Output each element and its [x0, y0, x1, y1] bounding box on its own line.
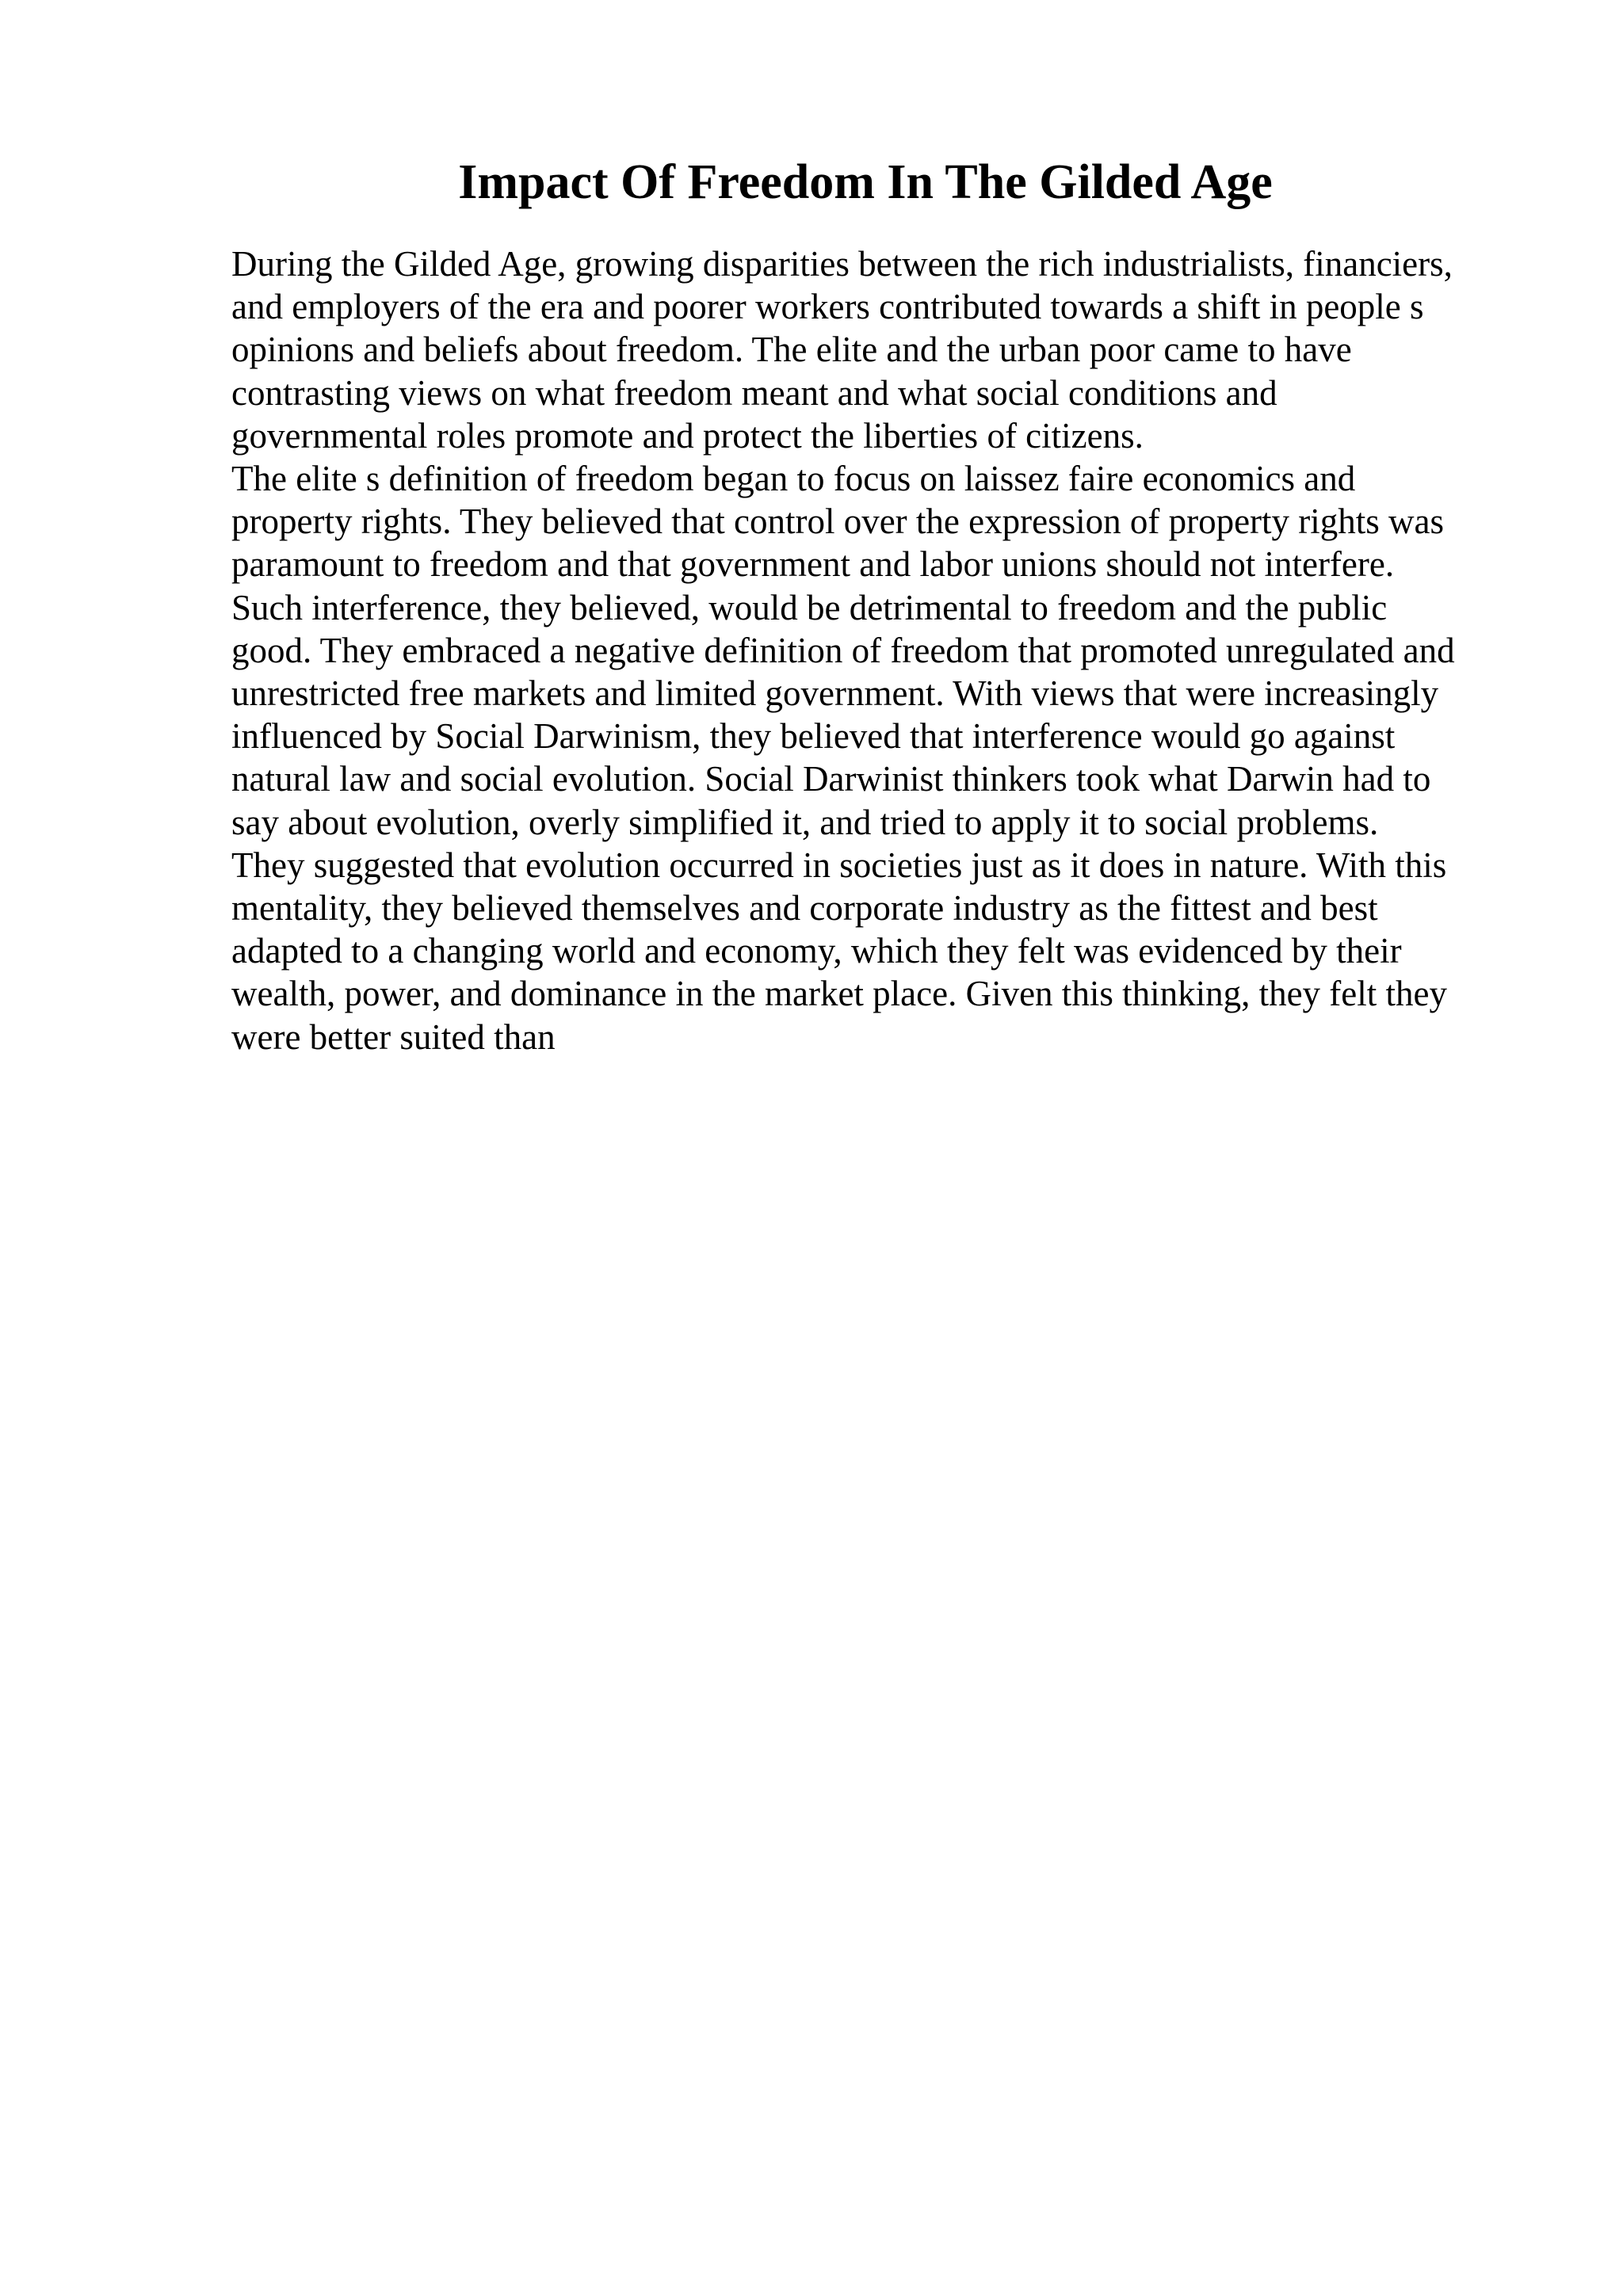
text-line: were better suited than — [231, 1016, 556, 1057]
text-line: The elite s definition of freedom began to focus on laissez faire economics and — [231, 459, 1356, 499]
document-title: Impact Of Freedom In The Gilded Age — [458, 155, 1273, 209]
text-line: natural law and social evolution. Social Darwinist thinkers took what Darwin had to — [231, 759, 1431, 799]
text-line: and employers of the era and poorer workers contributed towards a shift in people s — [231, 287, 1424, 327]
text-line: paramount to freedom and that government and labor unions should not interfere. — [231, 544, 1395, 585]
text-line: say about evolution, overly simplified it, and tried to apply it to social problems. — [231, 802, 1379, 842]
text-line: governmental roles promote and protect the liberties of citizens. — [231, 415, 1144, 456]
text-line: influenced by Social Darwinism, they believed that interference would go against — [231, 716, 1396, 757]
text-line: good. They embraced a negative definition of freedom that promoted unregulated and — [231, 630, 1455, 670]
text-line: property rights. They believed that control over the expression of property rights was — [231, 502, 1445, 542]
text-line: Such interference, they believed, would be detrimental to freedom and the public — [231, 587, 1388, 627]
document-body — [231, 242, 1515, 1058]
text-line: wealth, power, and dominance in the market place. Given this thinking, they felt they — [231, 974, 1447, 1014]
text-line: mentality, they believed themselves and corporate industry as the fittest and best — [231, 888, 1378, 929]
text-line: adapted to a changing world and economy, which they felt was evidenced by their — [231, 931, 1402, 971]
text-line: During the Gilded Age, growing disparities between the rich industrialists, financiers, — [231, 244, 1453, 284]
text-line: opinions and beliefs about freedom. The elite and the urban poor came to have — [231, 330, 1352, 370]
text-line: unrestricted free markets and limited government. With views that were increasingly — [231, 673, 1439, 714]
text-line: They suggested that evolution occurred in societies just as it does in nature. With this — [231, 845, 1447, 885]
text-line: contrasting views on what freedom meant and what social conditions and — [231, 372, 1277, 413]
